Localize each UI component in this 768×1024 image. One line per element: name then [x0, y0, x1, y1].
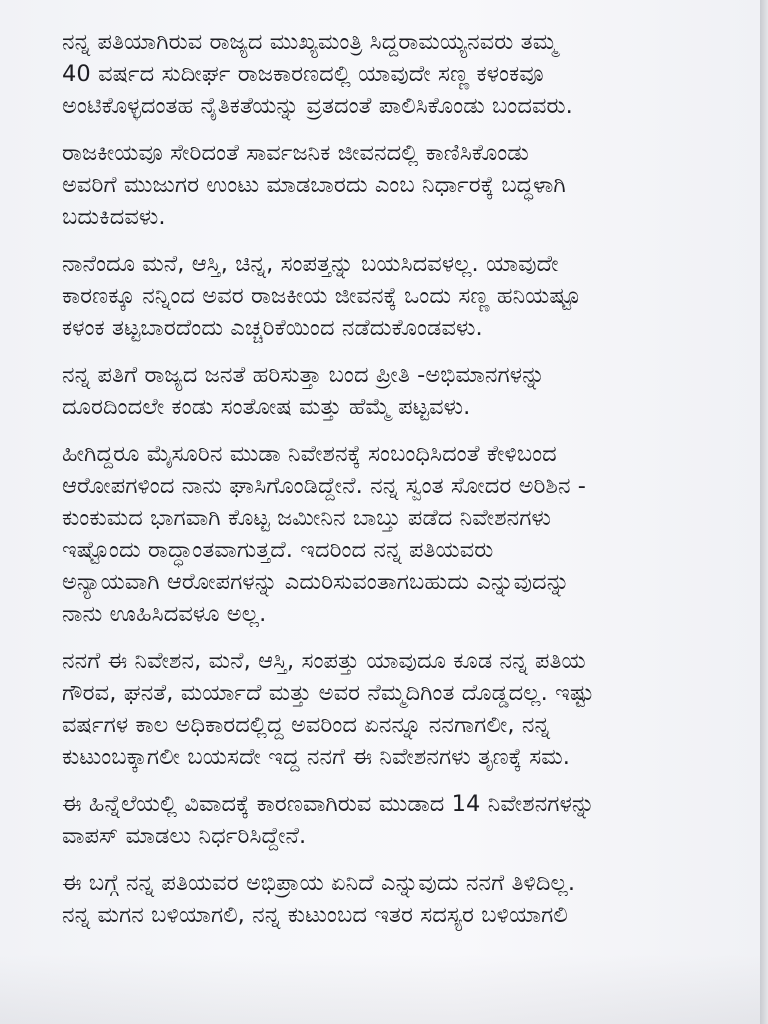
text-line: ಬದುಕಿದವಳು.	[62, 204, 166, 230]
text-line: ಕಳಂಕ ತಟ್ಟಬಾರದೆಂದು ಎಚ್ಚರಿಕೆಯಿಂದ ನಡೆದುಕೊಂಡವಳು.	[62, 315, 483, 341]
text-line: ಗೌರವ, ಘನತೆ, ಮರ್ಯಾದೆ ಮತ್ತು ಅವರ ನೆಮ್ಮದಿಗಿಂತ ದೊಡ್ಡದಲ್ಲ. ಇಷ್ಟು	[62, 680, 594, 706]
paragraph-8	[62, 867, 722, 931]
paragraph-7	[62, 788, 722, 852]
text-line: ಅನ್ಯಾಯವಾಗಿ ಆರೋಪಗಳನ್ನು ಎದುರಿಸುವಂತಾಗಬಹುದು ಎನ್ನುವುದನ್ನು	[62, 569, 570, 595]
text-line: ಅವರಿಗೆ ಮುಜುಗರ ಉಂಟು ಮಾಡಬಾರದು ಎಂಬ ನಿರ್ಧಾರಕ್ಕೆ ಬದ್ಧಳಾಗಿ	[62, 172, 566, 198]
page-shadow	[0, 954, 760, 1024]
text-line: ಕಾರಣಕ್ಕೂ ನನ್ನಿಂದ ಅವರ ರಾಜಕೀಯ ಜೀವನಕ್ಕೆ ಒಂದು ಸಣ್ಣ ಹನಿಯಷ್ಟೂ	[62, 283, 581, 309]
text-line: ಕುಂಕುಮದ ಭಾಗವಾಗಿ ಕೊಟ್ಟ ಜಮೀನಿನ ಬಾಬ್ತು ಪಡೆದ ನಿವೇಶನಗಳು	[62, 505, 551, 531]
paragraph-4	[62, 359, 722, 423]
text-line: ದೂರದಿಂದಲೇ ಕಂಡು ಸಂತೋಷ ಮತ್ತು ಹೆಮ್ಮೆ ಪಟ್ಟವಳು.	[62, 394, 471, 420]
text-line: ವಾಪಸ್ ಮಾಡಲು ನಿರ್ಧರಿಸಿದ್ದೇನೆ.	[62, 823, 307, 849]
paragraph-5	[62, 438, 722, 630]
text-line: ನನಗೆ ಈ ನಿವೇಶನ, ಮನೆ, ಆಸ್ತಿ, ಸಂಪತ್ತು ಯಾವುದೂ ಕೂಡ ನನ್ನ ಪತಿಯ	[62, 648, 586, 674]
paragraph-3	[62, 248, 722, 344]
paragraph-6	[62, 645, 722, 773]
text-line: ಇಷ್ಟೊಂದು ರಾದ್ಧಾಂತವಾಗುತ್ತದೆ. ಇದರಿಂದ ನನ್ನ ಪತಿಯವರು	[62, 537, 494, 563]
background-edge	[760, 0, 768, 1024]
text-line: ನನ್ನ ಪತಿಗೆ ರಾಜ್ಯದ ಜನತೆ ಹರಿಸುತ್ತಾ ಬಂದ ಪ್ರೀತಿ -ಅಭಿಮಾನಗಳನ್ನು	[62, 362, 545, 388]
text-line: ವರ್ಷಗಳ ಕಾಲ ಅಧಿಕಾರದಲ್ಲಿದ್ದ ಅವರಿಂದ ಏನನ್ನೂ ನನಗಾಗಲೀ, ನನ್ನ	[62, 712, 551, 738]
text-line: ನನ್ನ ಪತಿಯಾಗಿರುವ ರಾಜ್ಯದ ಮುಖ್ಯಮಂತ್ರಿ ಸಿದ್ದರಾಮಯ್ಯನವರು ತಮ್ಮ	[62, 29, 558, 55]
text-line: ರಾಜಕೀಯವೂ ಸೇರಿದಂತೆ ಸಾರ್ವಜನಿಕ ಜೀವನದಲ್ಲಿ ಕಾಣಿಸಿಕೊಂಡು	[62, 140, 529, 166]
text-line: ನಾನೆಂದೂ ಮನೆ, ಆಸ್ತಿ, ಚಿನ್ನ, ಸಂಪತ್ತನ್ನು ಬಯಸಿದವಳಲ್ಲ. ಯಾವುದೇ	[62, 251, 559, 277]
text-line: ಅಂಟಿಕೊಳ್ಳದಂತಹ ನೈತಿಕತೆಯನ್ನು ವ್ರತದಂತೆ ಪಾಲಿಸಿಕೊಂಡು ಬಂದವರು.	[62, 93, 573, 119]
text-line: ಹೀಗಿದ್ದರೂ ಮೈಸೂರಿನ ಮುಡಾ ನಿವೇಶನಕ್ಕೆ ಸಂಬಂಧಿಸಿದಂತೆ ಕೇಳಿಬಂದ	[62, 441, 557, 467]
paragraph-2	[62, 137, 722, 233]
text-line: ಈ ಹಿನ್ನೆಲೆಯಲ್ಲಿ ವಿವಾದಕ್ಕೆ ಕಾರಣವಾಗಿರುವ ಮುಡಾದ 14 ನಿವೇಶನಗಳನ್ನು	[62, 791, 595, 817]
text-line: ಕುಟುಂಬಕ್ಕಾಗಲೀ ಬಯಸದೇ ಇದ್ದ ನನಗೆ ಈ ನಿವೇಶನಗಳು ತೃಣಕ್ಕೆ ಸಮ.	[62, 744, 570, 770]
paragraph-1	[62, 26, 722, 122]
text-line: ನನ್ನ ಮಗನ ಬಳಿಯಾಗಲಿ, ನನ್ನ ಕುಟುಂಬದ ಇತರ ಸದಸ್ಯರ ಬಳಿಯಾಗಲಿ	[62, 902, 568, 928]
text-line: 40 ವರ್ಷದ ಸುದೀರ್ಘ ರಾಜಕಾರಣದಲ್ಲಿ ಯಾವುದೇ ಸಣ್ಣ ಕಳಂಕವೂ	[62, 61, 544, 87]
letter-body	[62, 26, 722, 946]
text-line: ಈ ಬಗ್ಗೆ ನನ್ನ ಪತಿಯವರ ಅಭಿಪ್ರಾಯ ಏನಿದೆ ಎನ್ನುವುದು ನನಗೆ ತಿಳಿದಿಲ್ಲ.	[62, 870, 576, 896]
text-line: ಆರೋಪಗಳಿಂದ ನಾನು ಘಾಸಿಗೊಂಡಿದ್ದೇನೆ. ನನ್ನ ಸ್ವಂತ ಸೋದರ ಅರಿಶಿನ -	[62, 473, 587, 499]
text-line: ನಾನು ಊಹಿಸಿದವಳೂ ಅಲ್ಲ.	[62, 601, 267, 627]
